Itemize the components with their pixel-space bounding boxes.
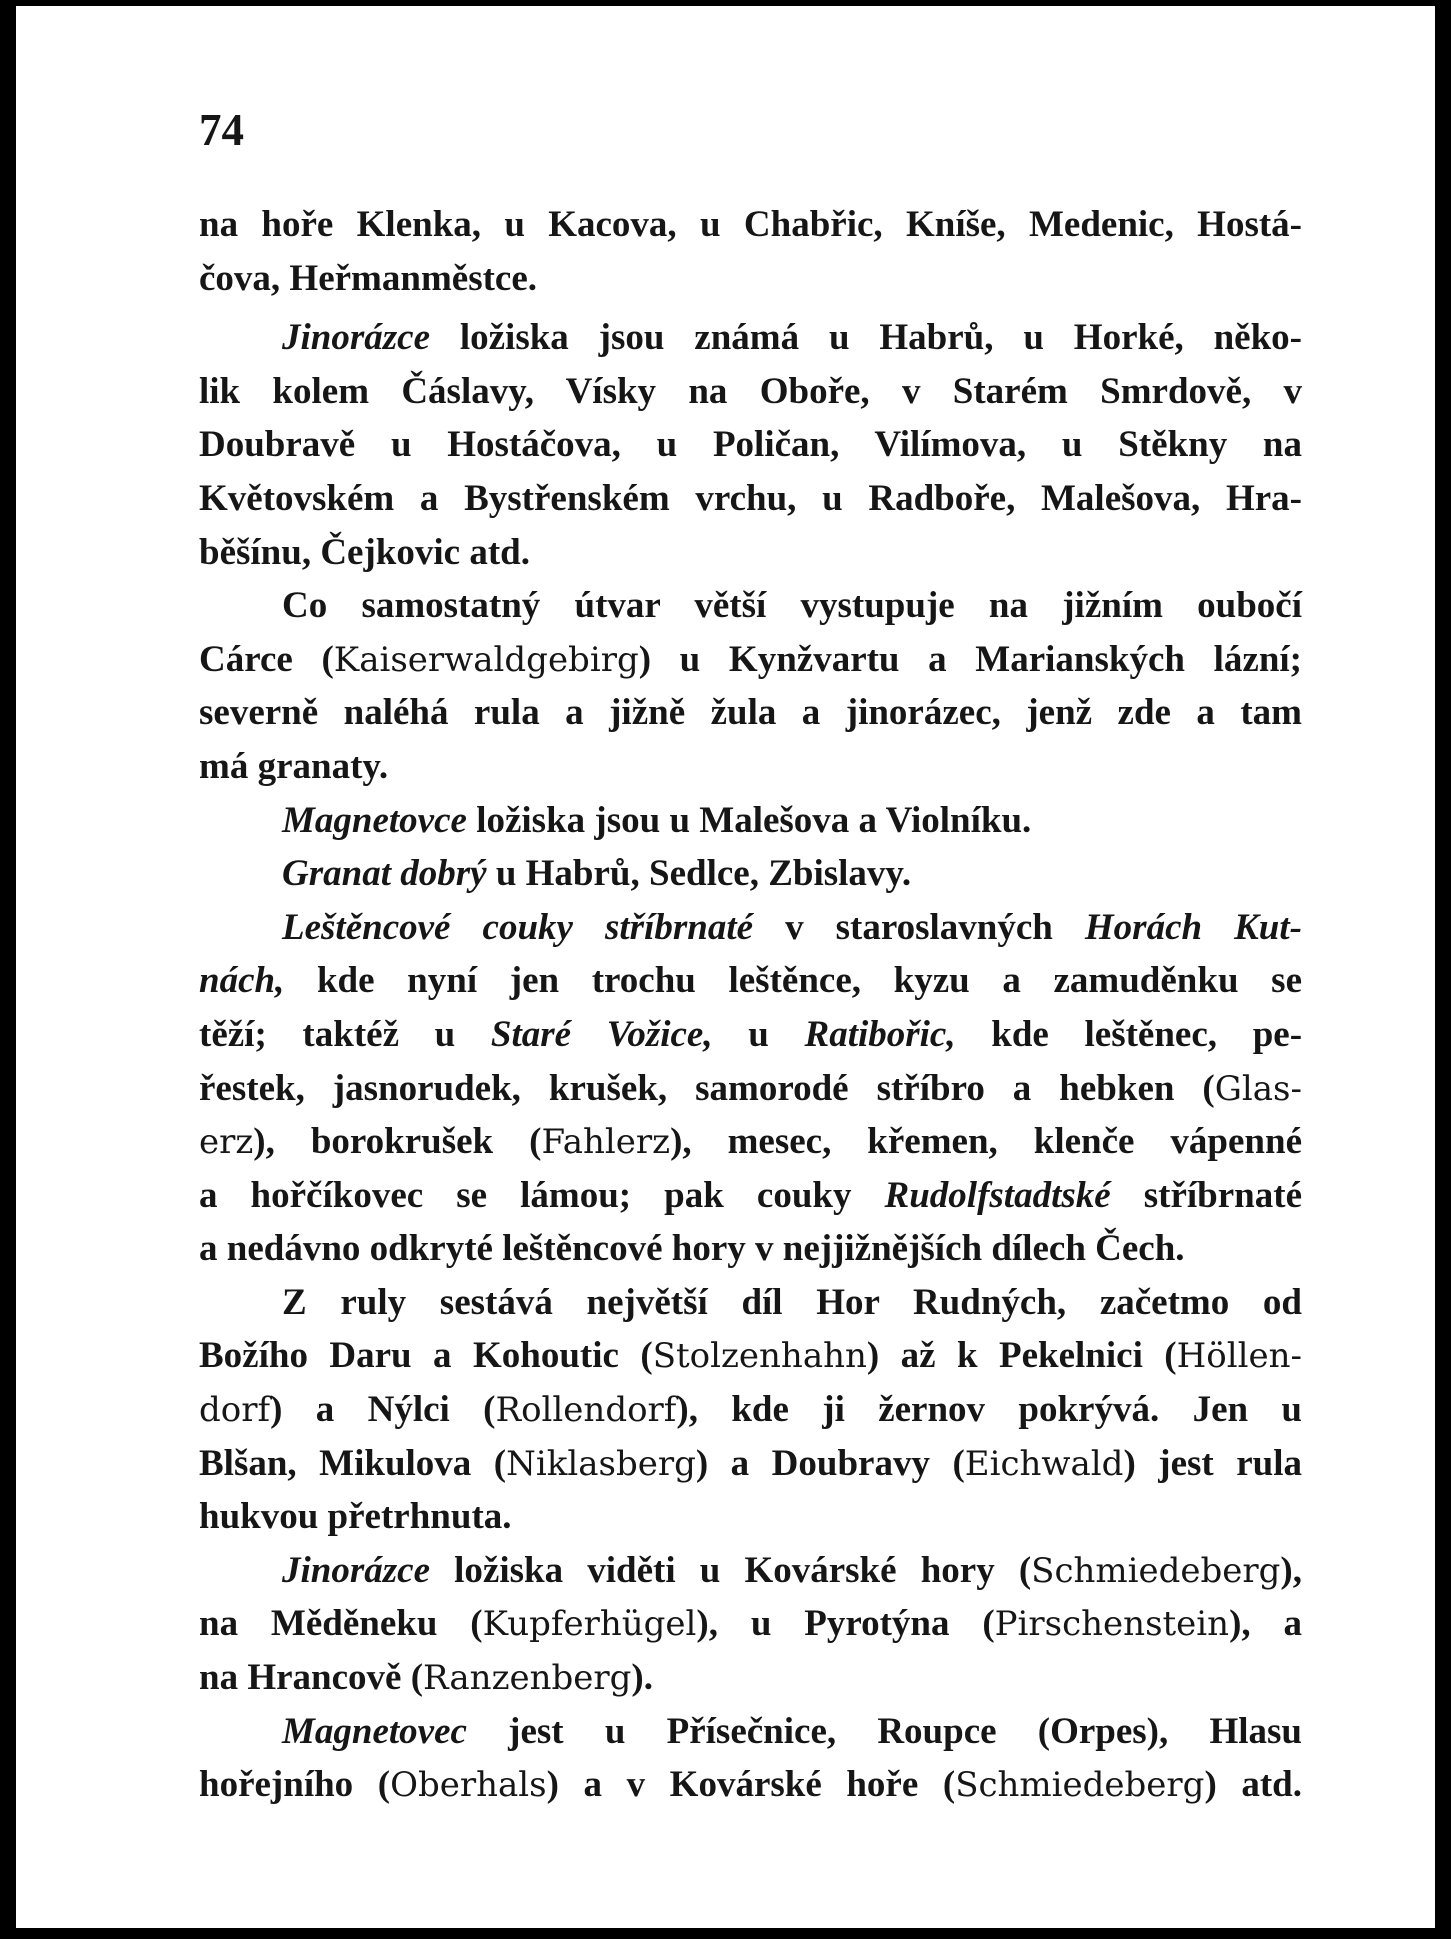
text-line: dorf) a Nýlci (Rollendorf), kde ji žernov pokrývá. Jen u: [199, 1389, 1302, 1431]
text-line: těží; taktéž u Staré Vožice, u Ratibořic, kde leštěnec, pe-: [199, 1013, 1303, 1055]
text-line: Magnetovce ložiska jsou u Malešova a Violníku.: [282, 799, 1032, 841]
book-page: [16, 6, 1435, 1928]
body-text: [199, 198, 1302, 1812]
text-line: Květovském a Bystřenském vrchu, u Radboře, Malešova, Hra-: [199, 477, 1302, 519]
text-line: hukvou přetrhnuta.: [199, 1496, 512, 1538]
text-line: Doubravě u Hostáčova, u Poličan, Vilímova, u Stěkny na: [199, 424, 1302, 466]
text-line: běšínu, Čejkovic atd.: [199, 531, 530, 573]
text-line: Blšan, Mikulova (Niklasberg) a Doubravy (Eichwald) jest rula: [199, 1442, 1302, 1484]
text-line: hořejního (Oberhals) a v Kovárské hoře (Schmiedeberg) atd.: [199, 1764, 1303, 1806]
text-line: Z ruly sestává největší díl Hor Rudných, začetmo od: [282, 1281, 1302, 1323]
text-line: na Hrancově (Ranzenberg).: [199, 1657, 653, 1699]
text-line: Leštěncové couky stříbrnaté v staroslavných Horách Kut-: [282, 906, 1302, 948]
text-line: řestek, jasnorudek, krušek, samorodé stříbro a hebken (Glas-: [199, 1067, 1302, 1109]
text-line: severně naléhá rula a jižně žula a jinorázec, jenž zde a tam: [199, 692, 1302, 734]
text-line: lik kolem Čáslavy, Vísky na Oboře, v Starém Smrdově, v: [199, 370, 1302, 412]
text-line: a hořčíkovec se lámou; pak couky Rudolfstadtské stříbrnaté: [199, 1174, 1302, 1216]
text-line: a nedávno odkryté leštěncové hory v nejjižnějších dílech Čech.: [199, 1228, 1185, 1270]
text-line: čova, Heřmanměstce.: [199, 257, 538, 299]
text-line: má granaty.: [199, 745, 389, 787]
text-line: Jinorázce ložiska viděti u Kovárské hory (Schmiedeberg),: [282, 1549, 1302, 1591]
text-line: erz), borokrušek (Fahlerz), mesec, křemen, klenče vápenné: [199, 1121, 1302, 1163]
text-line: na hoře Klenka, u Kacova, u Chabřic, Kníše, Medenic, Hostá-: [199, 204, 1302, 245]
text-line: Granat dobrý u Habrů, Sedlce, Zbislavy.: [282, 853, 912, 895]
page-number: 74: [199, 105, 244, 155]
text-line: Magnetovec jest u Přísečnice, Roupce (Orpes), Hlasu: [282, 1710, 1302, 1752]
text-line: Božího Daru a Kohoutic (Stolzenhahn) až k Pekelnici (Höllen-: [199, 1335, 1302, 1377]
text-line: Co samostatný útvar větší vystupuje na jižním oubočí: [282, 585, 1302, 627]
text-line: nách, kde nyní jen trochu leštěnce, kyzu a zamuděnku se: [199, 960, 1302, 1002]
text-line: Jinorázce ložiska jsou známá u Habrů, u Horké, něko-: [282, 317, 1302, 359]
text-line: Cárce (Kaiserwaldgebirg) u Kynžvartu a Marianských lázní;: [199, 638, 1303, 680]
text-line: na Měděneku (Kupferhügel), u Pyrotýna (Pirschenstein), a: [199, 1603, 1302, 1645]
